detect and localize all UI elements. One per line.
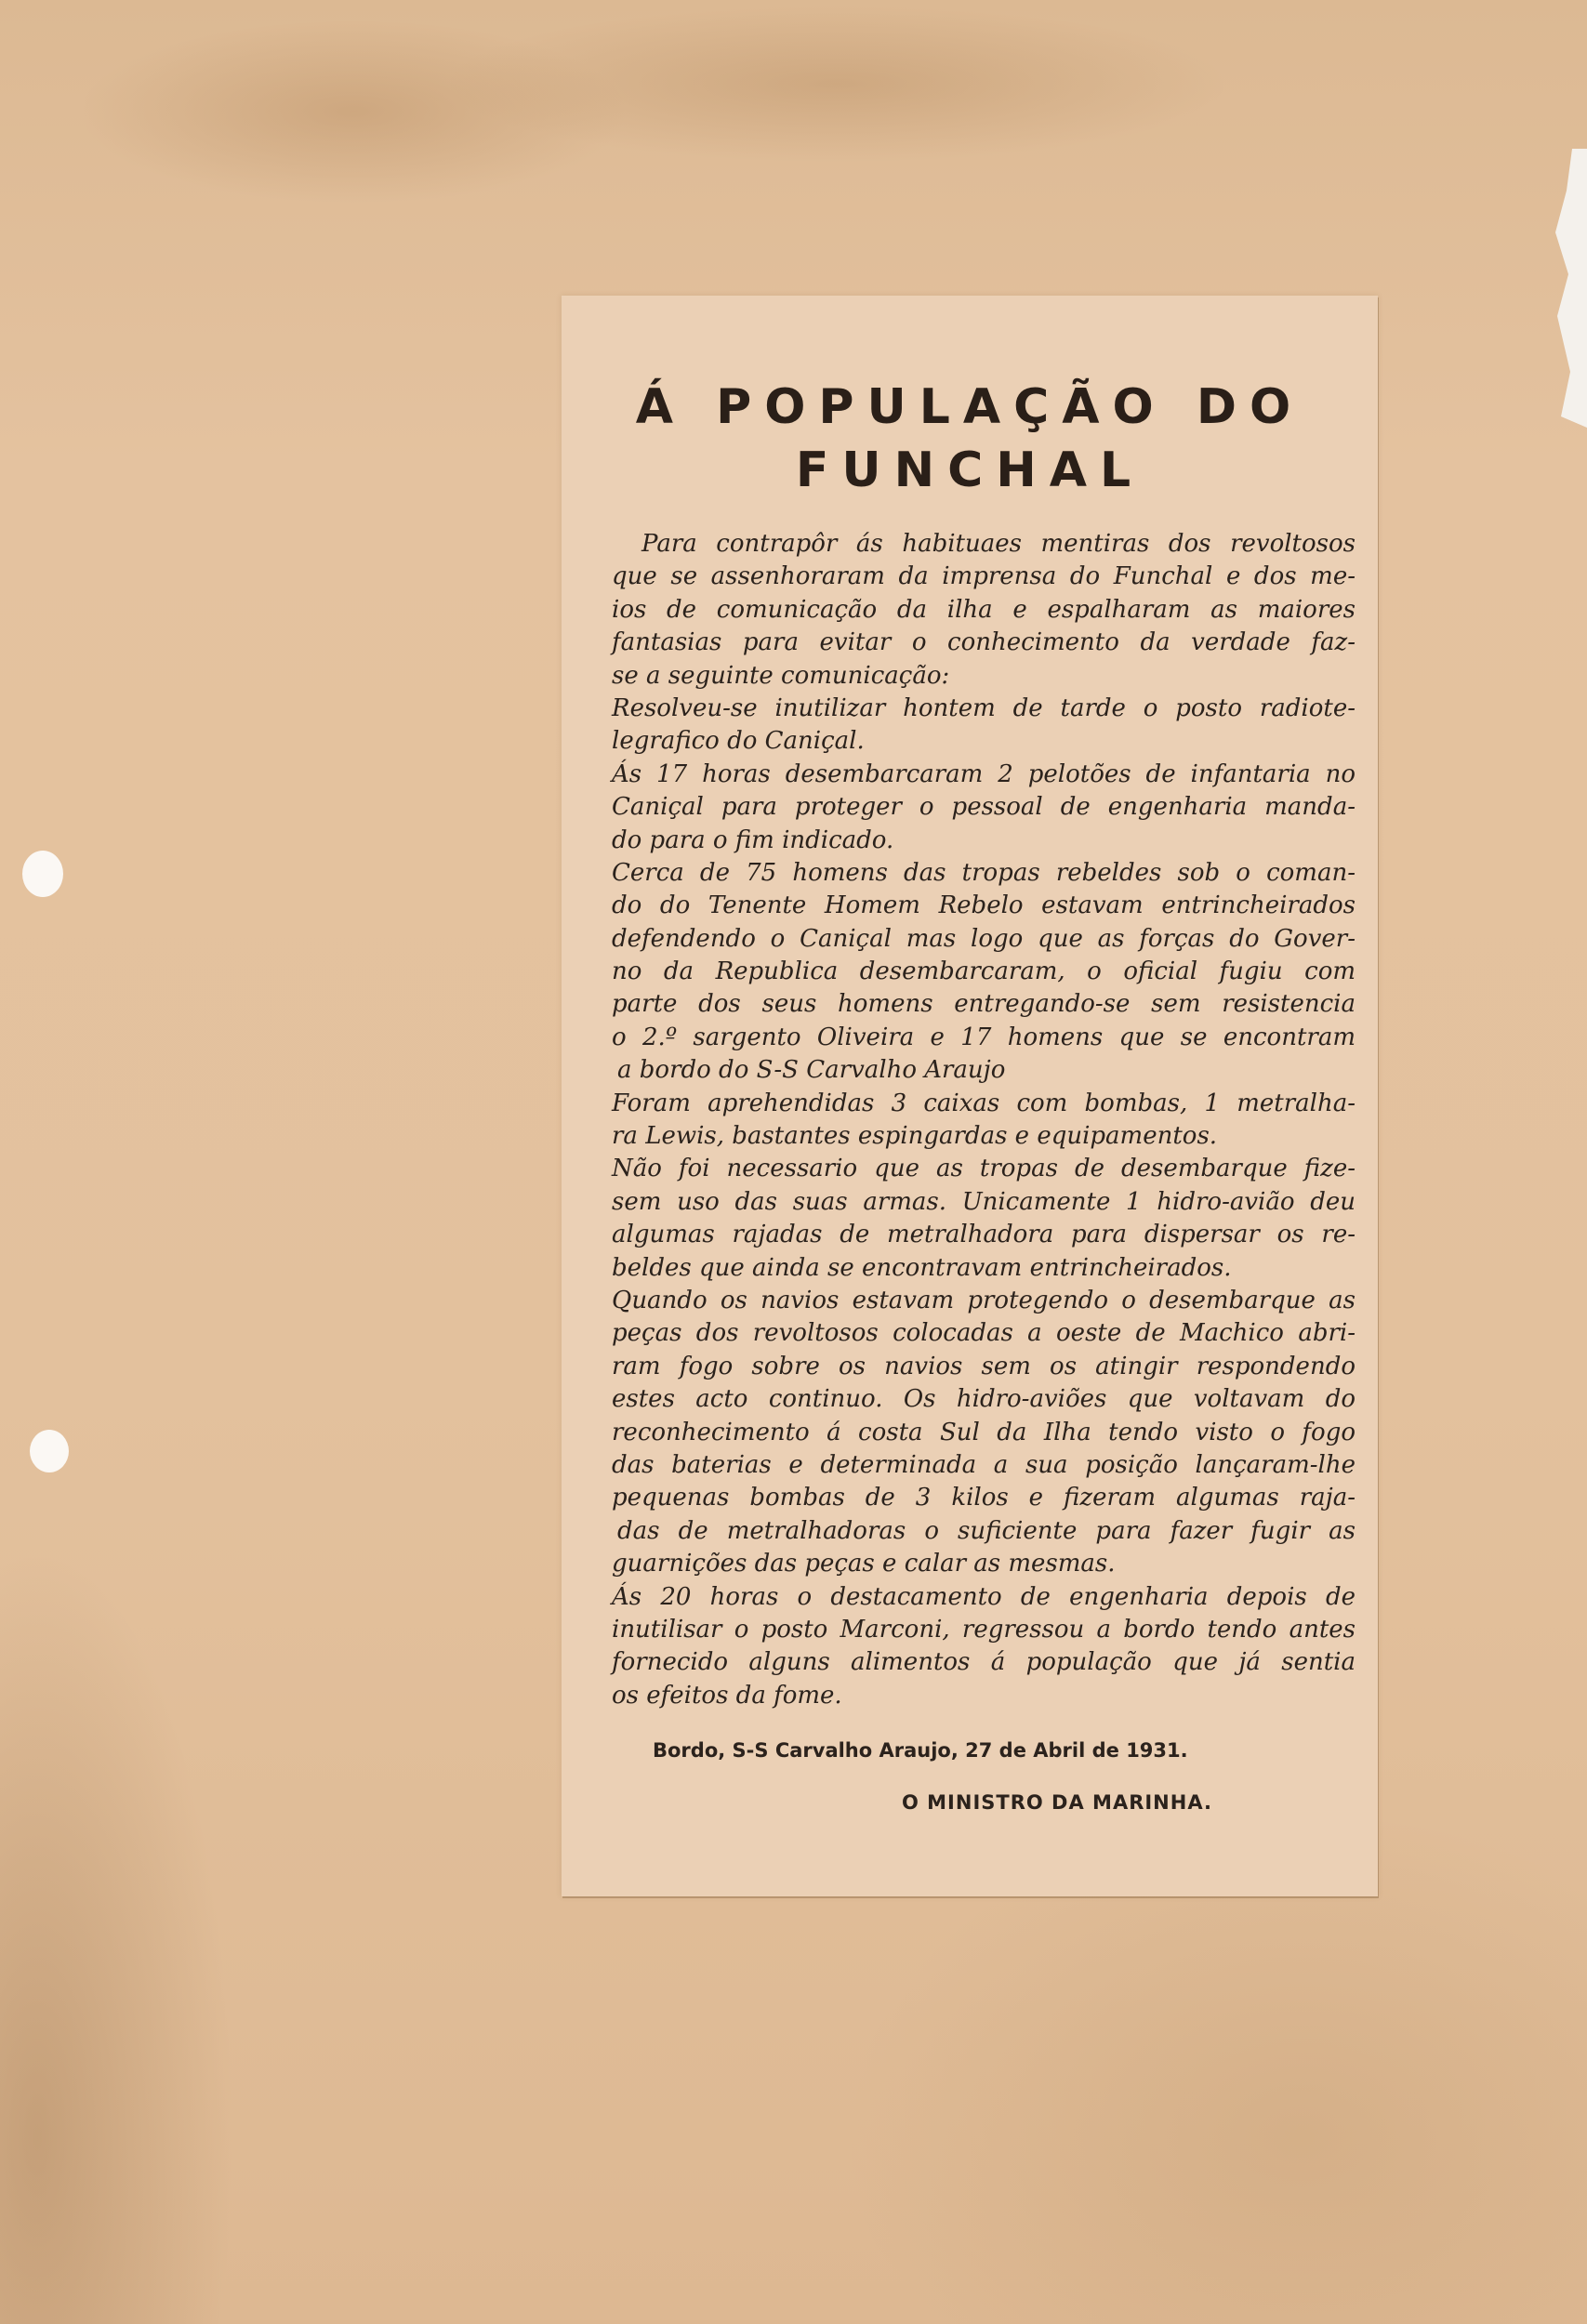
- body-line: legrafico do Caniçal.: [612, 727, 865, 756]
- body-line: do para o fim indicado.: [612, 825, 894, 854]
- body-line: peças dos revoltosos colocadas a oeste de Machico abri-: [612, 1319, 1356, 1348]
- notice-body: [612, 528, 1356, 1712]
- body-line: se a seguinte comunicação:: [612, 661, 950, 690]
- body-line: no da Republica desembarcaram, o oficial fugiu com: [612, 957, 1356, 986]
- body-line: a bordo do S-S Carvalho Araujo: [617, 1056, 1006, 1085]
- torn-edge: [1550, 149, 1587, 428]
- body-line: das baterias e determinada a sua posição lançaram-lhe: [612, 1450, 1356, 1479]
- place-and-date: Bordo, S-S Carvalho Araujo, 27 de Abril de 1931.: [653, 1739, 1188, 1762]
- body-line: fantasias para evitar o conhecimento da verdade faz-: [612, 628, 1356, 657]
- body-line: das de metralhadoras o suficiente para fazer fugir as: [617, 1516, 1356, 1545]
- body-line: Foram aprehendidas 3 caixas com bombas, 1 metralha-: [612, 1089, 1356, 1117]
- body-line: reconhecimento á costa Sul da Ilha tendo visto o fogo: [612, 1418, 1356, 1446]
- punch-hole: [30, 1430, 69, 1472]
- body-line: Cerca de 75 homens das tropas rebeldes sob o coman-: [612, 858, 1356, 887]
- body-line: inutilisar o posto Marconi, regressou a bordo tendo antes: [612, 1615, 1356, 1644]
- body-line: o 2.º sargento Oliveira e 17 homens que se encontram: [612, 1023, 1356, 1051]
- body-line: Para contrapôr ás habituaes mentiras dos revoltosos: [641, 530, 1356, 558]
- punch-hole: [22, 851, 63, 897]
- body-line: que se assenhoraram da imprensa do Funchal e dos me-: [612, 562, 1356, 591]
- body-line: pequenas bombas de 3 kilos e fizeram algumas raja-: [612, 1484, 1356, 1512]
- body-line: beldes que ainda se encontravam entrincheirados.: [612, 1253, 1232, 1282]
- signature: O MINISTRO DA MARINHA.: [902, 1791, 1212, 1814]
- body-line: sem uso das suas armas. Unicamente 1 hidro-avião deu: [612, 1187, 1356, 1216]
- body-line: ram fogo sobre os navios sem os atingir respondendo: [612, 1352, 1356, 1380]
- body-line: Não foi necessario que as tropas de desembarque fize-: [612, 1155, 1356, 1183]
- body-line: do do Tenente Homem Rebelo estavam entrincheirados: [612, 891, 1356, 920]
- body-line: os efeitos da fome.: [612, 1681, 842, 1710]
- body-line: guarnições das peças e calar as mesmas.: [612, 1550, 1116, 1578]
- body-line: Quando os navios estavam protegendo o desembarque as: [612, 1286, 1356, 1314]
- body-line: ios de comunicação da ilha e espalharam as maiores: [612, 595, 1356, 624]
- printed-notice: [562, 296, 1378, 1896]
- body-line: ra Lewis, bastantes espingardas e equipamentos.: [612, 1122, 1218, 1151]
- body-line: Ás 17 horas desembarcaram 2 pelotões de infantaria no: [612, 759, 1356, 788]
- body-line: Resolveu-se inutilizar hontem de tarde o posto radiote-: [612, 693, 1356, 722]
- body-line: defendendo o Caniçal mas logo que as forças do Gover-: [612, 924, 1356, 953]
- body-line: Caniçal para proteger o pessoal de engenharia manda-: [612, 793, 1356, 822]
- body-line: fornecido alguns alimentos á população que já sentia: [612, 1648, 1356, 1677]
- headline-line-1: Á POPULAÇÃO DO: [635, 379, 1304, 435]
- body-line: parte dos seus homens entregando-se sem resistencia: [612, 990, 1356, 1019]
- body-line: algumas rajadas de metralhadora para dispersar os re-: [612, 1221, 1356, 1249]
- body-line: Ás 20 horas o destacamento de engenharia depois de: [612, 1582, 1356, 1611]
- body-line: estes acto continuo. Os hidro-aviões que voltavam do: [612, 1385, 1356, 1414]
- headline-line-2: FUNCHAL: [795, 442, 1144, 498]
